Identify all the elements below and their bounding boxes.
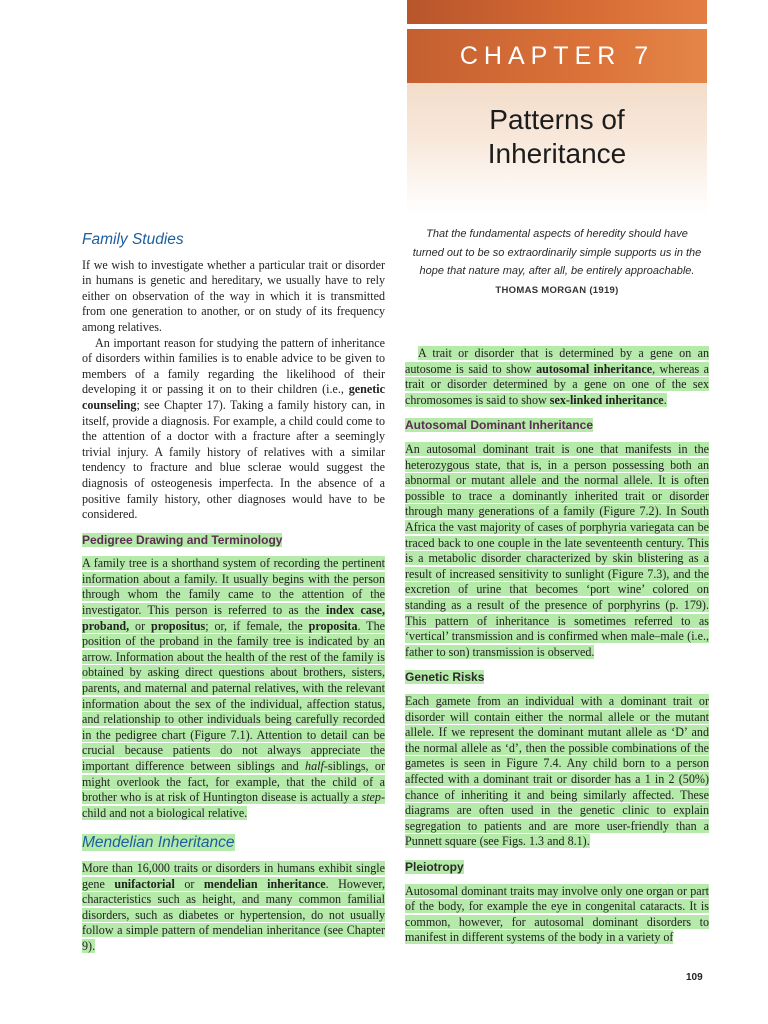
chapter-top-bar — [407, 0, 707, 24]
family-studies-paragraph-1: If we wish to investigate whether a particular trait or disorder in humans is genetic and hereditary, we usually have to rely either on observation of the way in which it is transmitted from one generation to another, or on study of its frequency among relatives. — [82, 257, 385, 334]
term-propositus: propositus — [151, 618, 206, 633]
right-column — [405, 225, 709, 946]
term-mendelian-inheritance: mendelian inheritance — [203, 876, 326, 891]
family-studies-paragraph-2: An important reason for studying the pattern of inheritance of disorders within families is to enable advice to be given to members of a family regarding the likelihood of their developing it or passing it on to their children (i.e., genetic counseling; see Chapter 17). Taking a family history can, in itself, provide a diagnosis. For example, a child could come to the attention of a doctor with a fracture after a seemingly trivial injury. A family history of relatives with a similar tendency to fracture and blue sclerae would suggest the diagnosis of osteogenesis imperfecta. In the absence of a positive family history, other diagnoses would have to be considered. — [82, 335, 385, 522]
mendelian-heading: Mendelian Inheritance — [82, 834, 235, 852]
inheritance-intro-paragraph: A trait or disorder that is determined by a gene on an autosome is said to show autosomal inheritance, whereas a trait or disorder determined by a gene on one of the sex chromosomes is said to show sex-linked inheritance. — [405, 346, 709, 407]
term-autosomal-inheritance: autosomal inheritance — [536, 361, 653, 376]
term-proposita: proposita — [308, 618, 358, 633]
term-unifactorial: unifactorial — [114, 876, 175, 891]
chapter-label: CHAPTER 7 — [459, 41, 655, 70]
autosomal-dominant-heading: Autosomal Dominant Inheritance — [405, 418, 594, 433]
pleiotropy-paragraph: Autosomal dominant traits may involve only one organ or part of the body, for example the eye in congenital cataracts. It is common, however, for autosomal dominant disorders to manifest in different systems of the body in a variety of — [405, 883, 709, 945]
chapter-title-panel — [407, 83, 707, 215]
pedigree-paragraph: A family tree is a shorthand system of recording the pertinent information about a family. It usually begins with the person through whom the family came to the attention of the investigator. This person is referred to as the index case, proband, or propositus; or, if female, the proposita. The position of the proband in the family tree is indicated by an arrow. Information about the health of the rest of the family is obtained by asking direct questions about brothers, sisters, parents, and maternal and paternal relatives, with the relevant information about the sex of the individual, affection status, and relationship to other individuals being carefully recorded in the pedigree chart (Figure 7.1). Attention to detail can be crucial because patients do not always appreciate the important difference between siblings and half-siblings, or might overlook the fact, for example, that the child of a brother who is at risk of Huntington disease is actually a step-child and not a biological relative. — [82, 556, 386, 820]
chapter-title-line-1: Patterns of — [489, 104, 625, 135]
autosomal-dominant-paragraph: An autosomal dominant trait is one that manifests in the heterozygous state, that is, in a person possessing both an abnormal or mutant allele and the normal allele. It is often possible to trace a dominantly inherited trait or disorder through many generations of a family (Figure 7.2). In South Africa the vast majority of cases of porphyria variegata can be traced back to one couple in the late seventeenth century. This is a metabolic disorder characterized by skin blistering as a result of increased sensitivity to sunlight (Figure 7.3), and the excretion of urine that becomes ‘port wine’ colored on standing as a result of the presence of porphyrins (p. 179). This pattern of inheritance is sometimes referred to as ‘vertical’ transmission and is confirmed when male–male (i.e., father to son) transmission is observed. — [405, 442, 709, 659]
page-number: 109 — [686, 972, 703, 983]
family-studies-heading: Family Studies — [82, 231, 184, 248]
pleiotropy-heading: Pleiotropy — [405, 859, 464, 874]
genetic-risks-heading: Genetic Risks — [405, 670, 485, 685]
epigraph-source: THOMAS MORGAN (1919) — [495, 284, 619, 296]
chapter-title — [407, 103, 707, 171]
term-genetic-counseling: genetic counseling — [82, 382, 385, 412]
mendelian-paragraph: More than 16,000 traits or disorders in humans exhibit single gene unifactorial or mendelian inheritance. However, characteristics such as height, and many common familial disorders, such as diabetes or hypertension, do not usually follow a simple pattern of mendelian inheritance (see Chapter 9). — [82, 860, 385, 953]
left-column — [82, 228, 385, 955]
chapter-band — [407, 29, 707, 83]
term-sex-linked-inheritance: sex-linked inheritance — [549, 392, 664, 407]
term-index-case: index case, proband, — [82, 603, 386, 633]
pedigree-heading: Pedigree Drawing and Terminology — [82, 532, 283, 547]
chapter-title-line-2: Inheritance — [487, 138, 627, 169]
genetic-risks-paragraph: Each gamete from an individual with a dominant trait or disorder will contain either the normal allele or the mutant allele. If we represent the dominant mutant allele as ‘D’ and the normal allele as ‘d’, then the possible combinations of the gametes is seen in Figure 7.4. Any child born to a person affected with a dominant trait or disorder has a 1 in 2 (50%) chance of inheriting it and being similarly affected. These diagrams are often used in the genetic clinic to explain segregation to patients and are more user-friendly than a Punnett square (see Figs. 1.3 and 8.1). — [405, 693, 709, 849]
epigraph-quote: That the fundamental aspects of heredity should have turned out to be so extraordinarily simple supports us in the hope that nature may, after all, be entirely approachable. — [412, 228, 702, 277]
